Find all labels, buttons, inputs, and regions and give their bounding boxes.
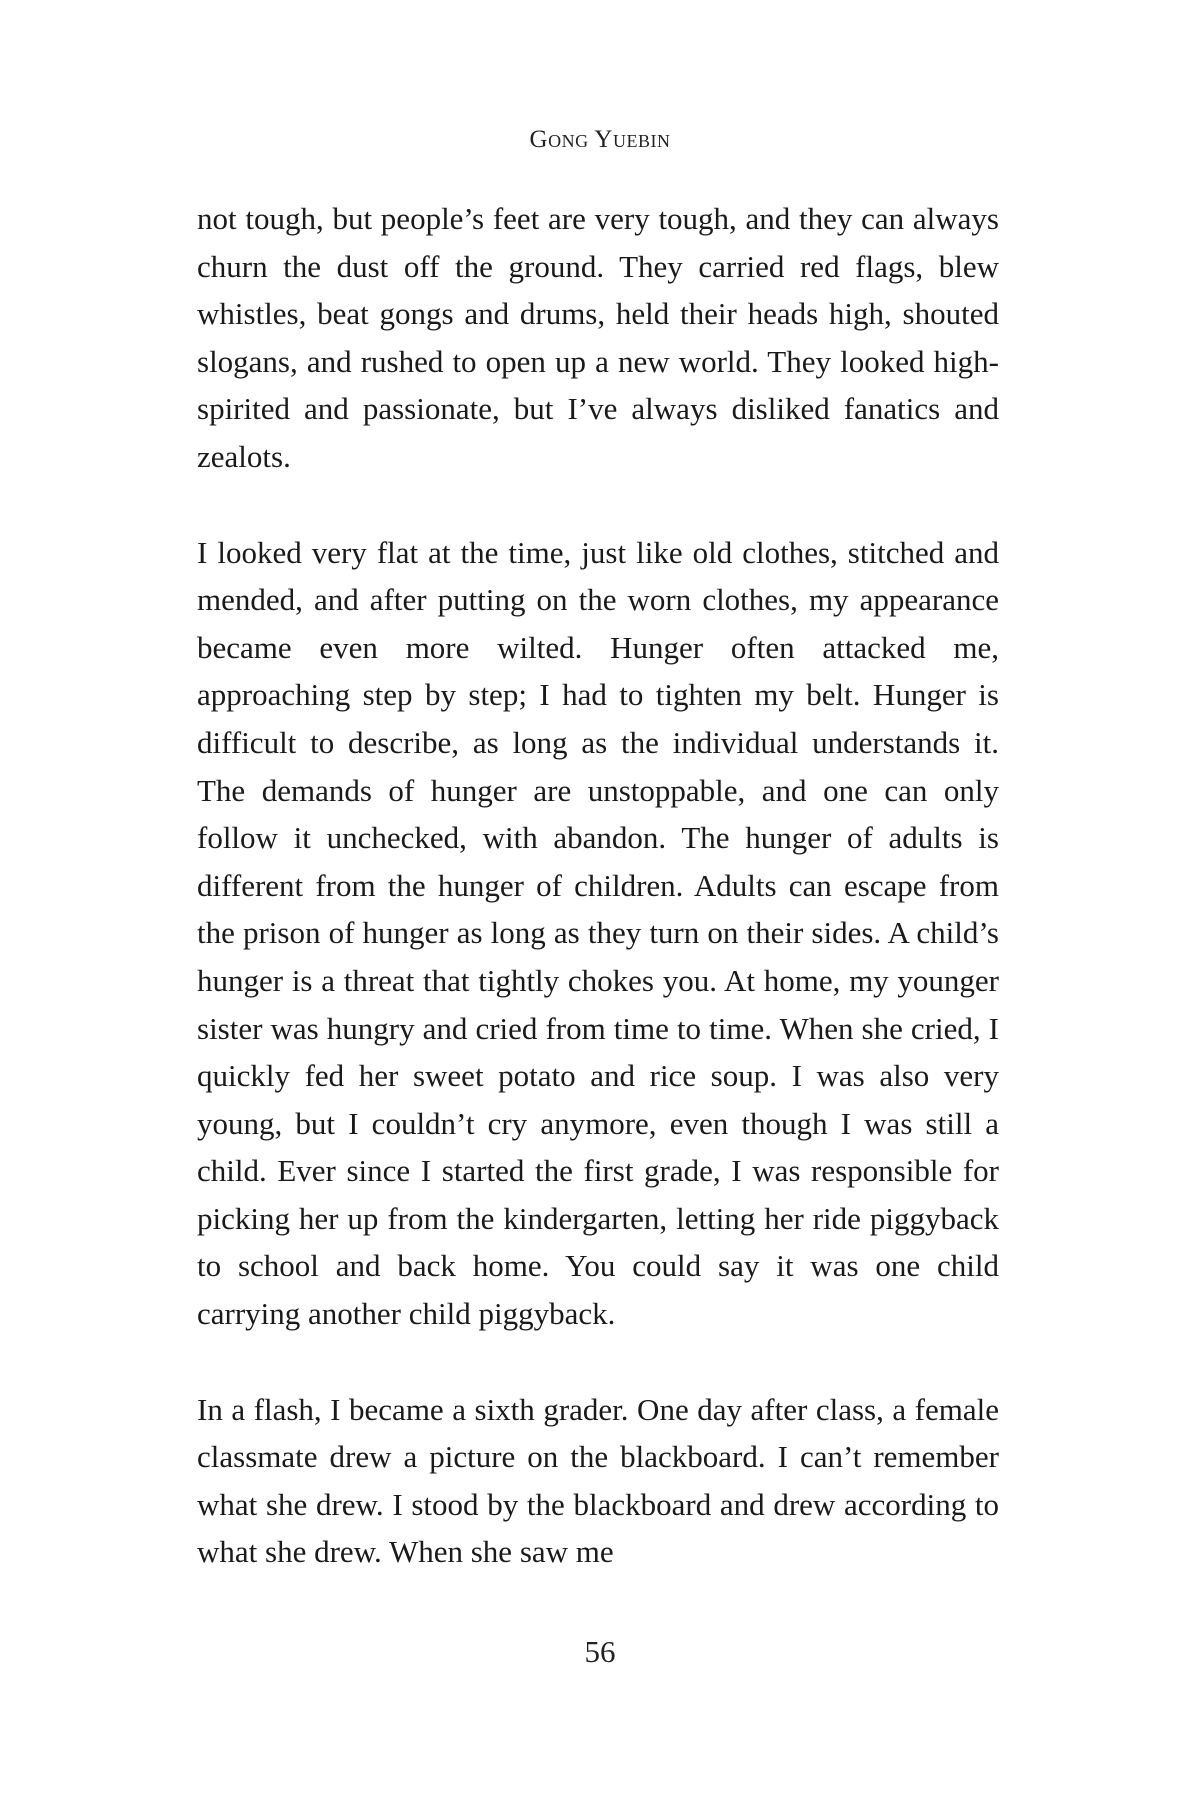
paragraph-2: I looked very flat at the time, just like old clothes, stitched and mended, and after putting on the worn clothes, my appearance became even more wilted. Hunger often attacked me, approaching step by step; I had to tighten my belt. Hunger is difficult to describe, as long as the individual understands it. The demands of hunger are unstoppable, and one can only follow it unchecked, with abandon. The hunger of adults is different from the hunger of children. Adults can escape from the prison of hunger as long as they turn on their sides. A child’s hunger is a threat that tightly chokes you. At home, my younger sister was hungry and cried from time to time. When she cried, I quickly fed her sweet potato and rice soup. I was also very young, but I couldn’t cry anymore, even though I was still a child. Ever since I started the first grade, I was responsible for picking her up from the kindergarten, letting her ride piggyback to school and back home. You could say it was one child carrying another child piggyback.: [197, 534, 999, 1332]
paragraph-3: In a flash, I became a sixth grader. One day after class, a female classmate drew a picture on the blackboard. I can’t remember what she drew. I stood by the blackboard and drew according to what she drew. When she saw me: [197, 1391, 999, 1570]
page-number: 56: [584, 1634, 616, 1669]
body-text: [197, 195, 999, 1624]
paragraph-1: not tough, but people’s feet are very tough, and they can always churn the dust off the ground. They carried red flags, blew whistles, beat gongs and drums, held their heads high, shouted slogans, and rushed to open up a new world. They looked high-spirited and passionate, but I’ve always disliked fanatics and zealots.: [197, 201, 999, 474]
running-head: Gong Yuebin: [529, 126, 671, 153]
